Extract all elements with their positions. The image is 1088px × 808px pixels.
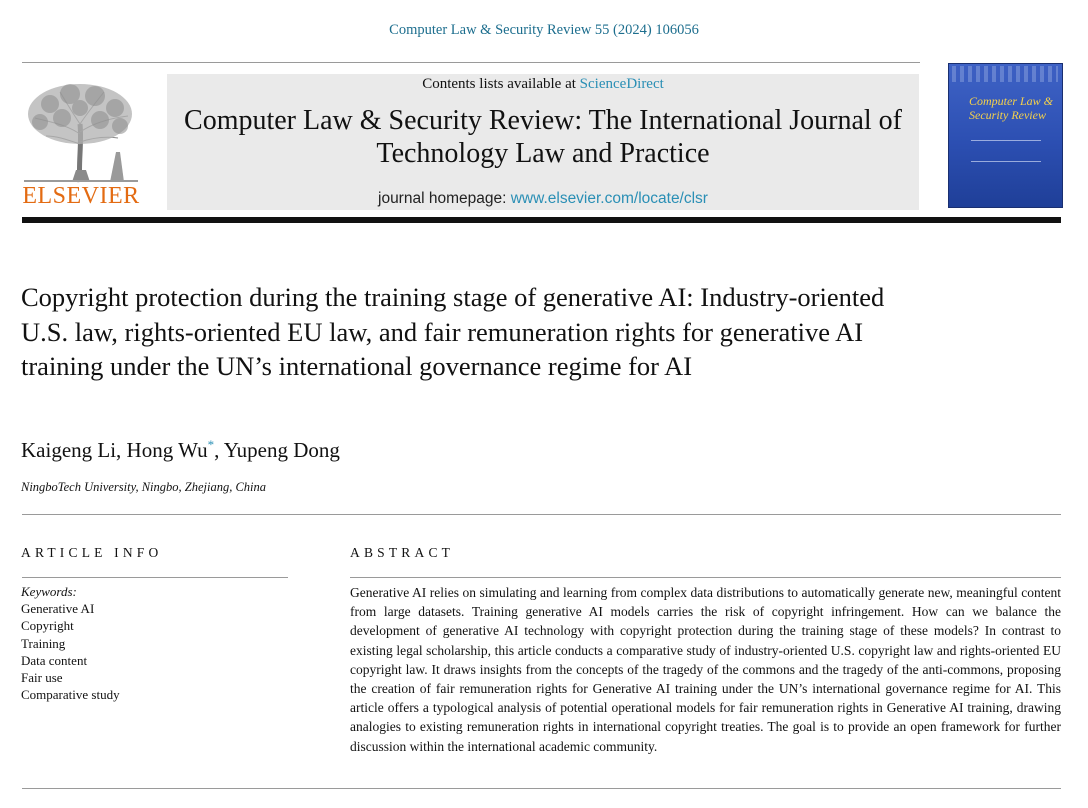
article-info-rule	[22, 577, 288, 578]
top-divider	[22, 62, 920, 63]
keyword-item: Fair use	[21, 670, 63, 686]
article-info-heading: ARTICLE INFO	[21, 545, 163, 560]
journal-homepage-line	[167, 190, 919, 208]
authors-first: Kaigeng Li, Hong Wu	[21, 438, 208, 462]
contents-prefix: Contents lists available at	[422, 76, 580, 92]
authors-rest: , Yupeng Dong	[214, 438, 340, 462]
keyword-item: Comparative study	[21, 687, 120, 703]
abstract-heading: ABSTRACT	[350, 545, 455, 560]
keyword-item: Generative AI	[21, 601, 95, 617]
abstract-text: Generative AI relies on simulating and learning from complex data distributions to automatically generate new, meaningful content from large datasets. Training generative AI models carries the risk of copyright infringement. How can we balance the development of generative AI technology with copyright protection during the training stage of these models? In contrast to existing legal scholarship, this article conducts a comparative study of industry-oriented U.S. copyright law and rights-oriented EU copyright law. It draws insights from the concepts of the tragedy of the commons and the tragedy of the anti-commons, proposing the creation of fair remuneration rights for Generative AI training under the UN’s international governance regime for AI. This article offers a typological analysis of potential operational models for fair remuneration rights in Generative AI training, drawing analogies to existing remuneration rights in international copyright treaties. The goal is to provide an open framework for further discussion within the international academic community.	[350, 585, 1061, 754]
elsevier-wordmark: ELSEVIER	[22, 183, 140, 209]
keyword-item: Data content	[21, 652, 88, 668]
abstract-rule	[350, 577, 1061, 578]
article-title: Copyright protection during the training stage of generative AI: Industry-oriented U.S. law, rights-oriented EU law, and fair remuneration rights for generative AI training under the UN’s international governance regime for AI	[21, 282, 885, 381]
homepage-prefix: journal homepage:	[378, 190, 511, 207]
cover-title: Computer Law & Security Review	[969, 94, 1054, 122]
journal-title: Computer Law & Security Review: The International Journal of Technology Law and Practice	[184, 105, 902, 169]
keyword-item: Training	[21, 635, 66, 651]
journal-cover-thumbnail-icon[interactable]	[948, 63, 1063, 208]
keyword-item: Copyright	[21, 618, 74, 634]
journal-citation[interactable]: Computer Law & Security Review 55 (2024) 106056	[389, 22, 699, 38]
keywords-label: Keywords:	[21, 584, 77, 599]
cover-subtitle-lines	[971, 140, 1041, 162]
journal-homepage-link[interactable]: www.elsevier.com/locate/clsr	[510, 190, 708, 207]
cover-header-band	[952, 66, 1058, 82]
bottom-divider	[22, 788, 1061, 789]
masthead-bottom-rule	[22, 217, 1061, 223]
keywords-block	[21, 583, 120, 703]
contents-line	[167, 76, 919, 93]
section-divider	[22, 514, 1061, 515]
corresponding-author-marker[interactable]: *	[207, 437, 215, 452]
author-affiliation: NingboTech University, Ningbo, Zhejiang, China	[21, 480, 267, 494]
author-list	[21, 437, 340, 463]
sciencedirect-link[interactable]: ScienceDirect	[579, 76, 664, 92]
